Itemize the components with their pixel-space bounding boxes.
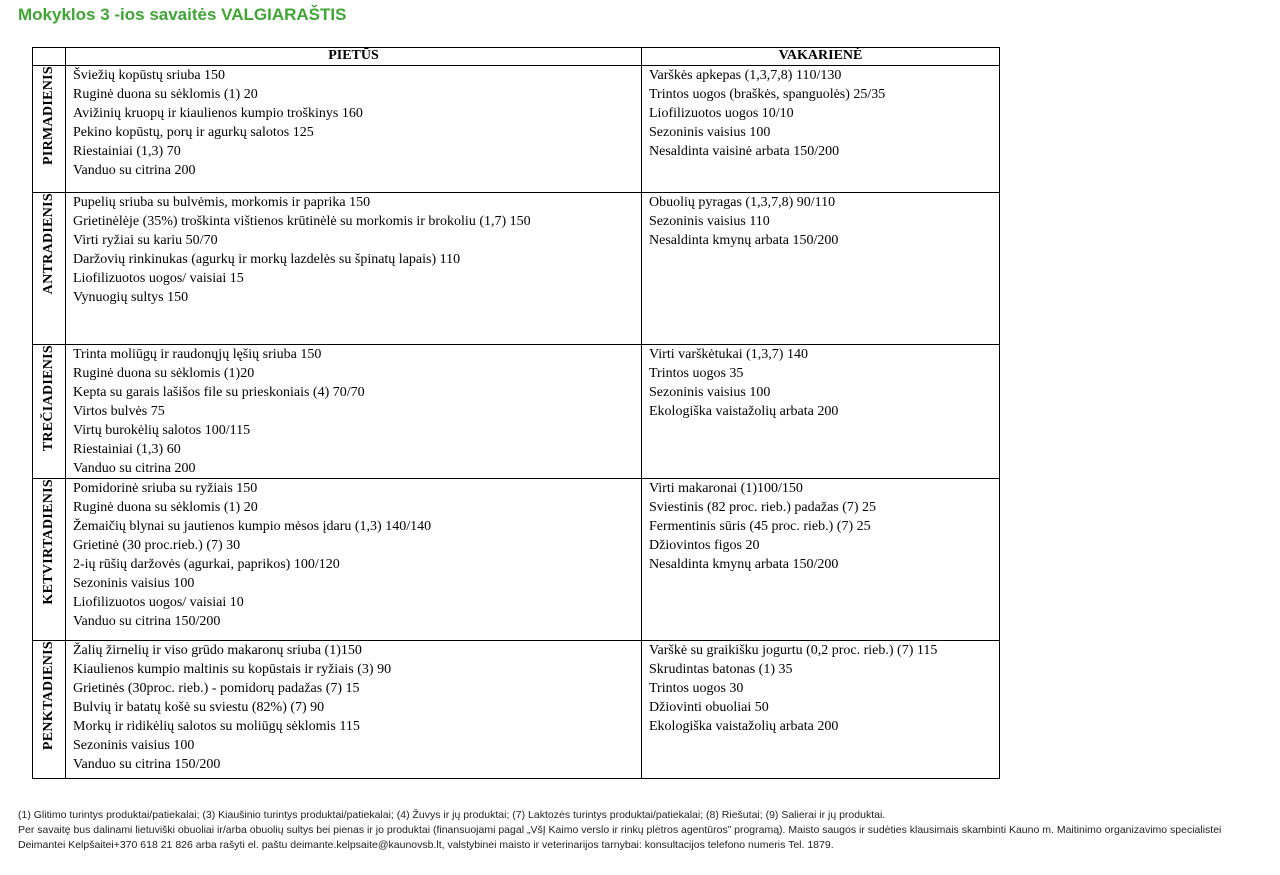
page-title: Mokyklos 3 -ios savaitės VALGIARAŠTIS — [18, 5, 347, 24]
menu-item: Vanduo su citrina 150/200 — [73, 614, 221, 629]
dinner-list — [642, 479, 999, 574]
lunch-cell — [66, 345, 642, 479]
menu-item: Bulvių ir batatų košė su sviestu (82%) (7) 90 — [73, 700, 325, 715]
dinner-cell — [642, 193, 1000, 345]
lunch-cell — [66, 66, 642, 193]
menu-item: Varškė su graikišku jogurtu (0,2 proc. rieb.) (7) 115 — [649, 643, 938, 658]
lunch-header: PIETŪS — [66, 48, 642, 66]
dinner-header: VAKARIENĖ — [642, 48, 1000, 66]
day-cell — [33, 641, 66, 779]
dinner-list — [642, 345, 999, 421]
day-label: PIRMADIENIS — [41, 66, 56, 165]
menu-item: Liofilizuotos uogos 10/10 — [649, 106, 794, 121]
menu-item: Sviestinis (82 proc. rieb.) padažas (7) 25 — [649, 500, 877, 515]
day-row-thursday — [33, 479, 1000, 641]
day-label: ANTRADIENIS — [41, 193, 56, 295]
menu-item: Šviežių kopūstų sriuba 150 — [73, 68, 226, 83]
day-label: TREČIADIENIS — [41, 345, 56, 452]
menu-item: Pupelių sriuba su bulvėmis, morkomis ir paprika 150 — [73, 195, 371, 210]
menu-item: Riestainiai (1,3) 60 — [73, 442, 181, 457]
menu-item: Ekologiška vaistažolių arbata 200 — [649, 404, 839, 419]
lunch-list — [66, 479, 641, 631]
day-row-friday — [33, 641, 1000, 779]
menu-item: Ruginė duona su sėklomis (1) 20 — [73, 87, 258, 102]
lunch-list — [66, 641, 641, 774]
dinner-cell — [642, 479, 1000, 641]
day-label: KETVIRTADIENIS — [41, 479, 56, 605]
menu-item: Liofilizuotos uogos/ vaisiai 15 — [73, 271, 244, 286]
menu-item: Virtos bulvės 75 — [73, 404, 165, 419]
menu-item: Trinta moliūgų ir raudonųjų lęšių sriuba 150 — [73, 347, 322, 362]
lunch-cell — [66, 641, 642, 779]
info-note: Per savaitę bus dalinami lietuviški obuoliai ir/arba obuolių sultys bei pienas ir jo produktai (finansuojami pagal „VšĮ Kaimo verslo ir rinkų plėtros agentūros” programą). Maisto saugos ir sudėties klausimais skambinti Kauno m. Maitinimo organizavimo specialistei Deimantei Kelpšaitei+370 618 21 826 arba rašyti el. paštu deimante.kelpsaite@kaunovsb.lt, valstybinei maisto ir veterinarijos tarnybai: konsultacijos telefono numeris Tel. 1879. — [18, 824, 1222, 851]
menu-item: Virtų burokėlių salotos 100/115 — [73, 423, 251, 438]
menu-item: Žemaičių blynai su jautienos kumpio mėsos įdaru (1,3) 140/140 — [73, 519, 432, 534]
lunch-list — [66, 345, 641, 478]
menu-item: Žalių žirnelių ir viso grūdo makaronų sriuba (1)150 — [73, 643, 362, 658]
menu-item: Pekino kopūstų, porų ir agurkų salotos 125 — [73, 125, 314, 140]
menu-item: Nesaldinta kmynų arbata 150/200 — [649, 557, 839, 572]
menu-table — [32, 47, 1000, 779]
day-cell — [33, 193, 66, 345]
menu-item: Sezoninis vaisius 110 — [649, 214, 770, 229]
day-row-tuesday — [33, 193, 1000, 345]
dinner-cell — [642, 345, 1000, 479]
menu-item: Vanduo su citrina 200 — [73, 461, 196, 476]
day-label: PENKTADIENIS — [41, 641, 56, 751]
footnotes — [18, 808, 1268, 853]
day-cell — [33, 66, 66, 193]
menu-item: Vynuogių sultys 150 — [73, 290, 189, 305]
menu-item: Virti makaronai (1)100/150 — [649, 481, 803, 496]
lunch-list — [66, 193, 641, 307]
lunch-cell — [66, 193, 642, 345]
menu-item: Kiaulienos kumpio maltinis su kopūstais ir ryžiais (3) 90 — [73, 662, 392, 677]
menu-item: Grietinė (30 proc.rieb.) (7) 30 — [73, 538, 241, 553]
menu-item: Trintos uogos 30 — [649, 681, 744, 696]
menu-item: Pomidorinė sriuba su ryžiais 150 — [73, 481, 258, 496]
menu-item: Trintos uogos (braškės, spanguolės) 25/35 — [649, 87, 886, 102]
menu-item: Obuolių pyragas (1,3,7,8) 90/110 — [649, 195, 836, 210]
dinner-cell — [642, 66, 1000, 193]
menu-item: Daržovių rinkinukas (agurkų ir morkų lazdelės su špinatų lapais) 110 — [73, 252, 461, 267]
day-cell — [33, 479, 66, 641]
dinner-list — [642, 66, 999, 161]
menu-item: Vanduo su citrina 200 — [73, 163, 196, 178]
menu-item: Kepta su garais lašišos file su prieskoniais (4) 70/70 — [73, 385, 365, 400]
menu-item: Morkų ir ridikėlių salotos su moliūgų sėklomis 115 — [73, 719, 360, 734]
dinner-cell — [642, 641, 1000, 779]
menu-item: Riestainiai (1,3) 70 — [73, 144, 181, 159]
menu-item: Ruginė duona su sėklomis (1) 20 — [73, 500, 258, 515]
day-row-monday — [33, 66, 1000, 193]
menu-item: Grietinėlėje (35%) troškinta vištienos krūtinėlė su morkomis ir brokoliu (1,7) 150 — [73, 214, 531, 229]
menu-item: Nesaldinta kmynų arbata 150/200 — [649, 233, 839, 248]
menu-item: Nesaldinta vaisinė arbata 150/200 — [649, 144, 840, 159]
menu-item: Liofilizuotos uogos/ vaisiai 10 — [73, 595, 244, 610]
menu-item: Fermentinis sūris (45 proc. rieb.) (7) 25 — [649, 519, 871, 534]
header-row — [33, 48, 1000, 66]
menu-item: Džiovintos figos 20 — [649, 538, 760, 553]
menu-item: Sezoninis vaisius 100 — [649, 385, 771, 400]
lunch-cell — [66, 479, 642, 641]
menu-item: Skrudintas batonas (1) 35 — [649, 662, 793, 677]
menu-item: Avižinių kruopų ir kiaulienos kumpio troškinys 160 — [73, 106, 363, 121]
menu-item: Sezoninis vaisius 100 — [73, 576, 195, 591]
menu-item: Sezoninis vaisius 100 — [649, 125, 771, 140]
dinner-list — [642, 193, 999, 250]
menu-item: Varškės apkepas (1,3,7,8) 110/130 — [649, 68, 842, 83]
menu-item: Virti ryžiai su kariu 50/70 — [73, 233, 218, 248]
day-row-wednesday — [33, 345, 1000, 479]
menu-item: Džiovinti obuoliai 50 — [649, 700, 769, 715]
menu-item: 2-ių rūšių daržovės (agurkai, paprikos) 100/120 — [73, 557, 340, 572]
dinner-list — [642, 641, 999, 736]
menu-item: Virti varškėtukai (1,3,7) 140 — [649, 347, 808, 362]
menu-item: Ekologiška vaistažolių arbata 200 — [649, 719, 839, 734]
menu-item: Trintos uogos 35 — [649, 366, 744, 381]
allergen-legend: (1) Glitimo turintys produktai/patiekalai; (3) Kiaušinio turintys produktai/patiekalai; (4) Žuvys ir jų produktai; (7) Laktozės turintys produktai/patiekalai; (8) Riešutai; (9) Salierai ir jų produktai. — [18, 809, 886, 821]
menu-item: Grietinės (30proc. rieb.) - pomidorų padažas (7) 15 — [73, 681, 360, 696]
lunch-list — [66, 66, 641, 180]
menu-item: Vanduo su citrina 150/200 — [73, 757, 221, 772]
menu-item: Sezoninis vaisius 100 — [73, 738, 195, 753]
corner-cell — [33, 48, 66, 66]
menu-item: Ruginė duona su sėklomis (1)20 — [73, 366, 255, 381]
day-cell — [33, 345, 66, 479]
